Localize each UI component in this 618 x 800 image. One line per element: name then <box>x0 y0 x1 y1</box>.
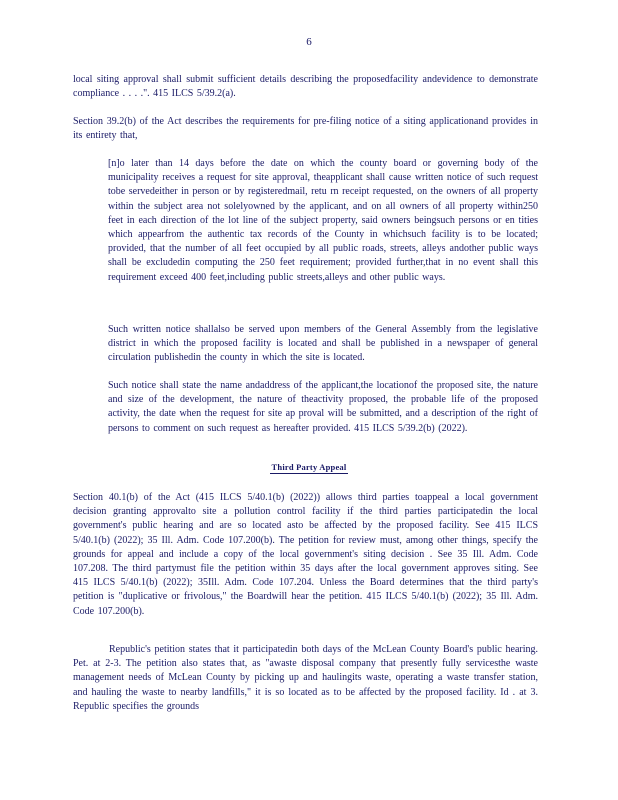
paragraph-text: Section 40.1(b) of the Act (415 ILCS 5/40.1(b) (2022)) allows third parties toappeal a local government decision granting approvalto site a pollution control facility if the third parties participatedin the local government's public hearing and are so located asto be affected by the proposed facility. See 415 ILCS 5/40.1(b) (2022); 35 Ill. Adm. Code 107.200(b). The petition for review must, among other things, specify the grounds for appeal and include a copy of the local government's siting decision . See 35 Ill. Adm. Code 107.208. The third partymust file the petition within 35 days after the local government approves siting. See 415 ILCS 5/40.1(b) (2022); 35Ill. Adm. Code 107.204. Unless the Board determines that the third party's petition is "duplicative or frivolous," the Boardwill hear the petition. 415 ILCS 5/40.1(b) (2022); 35 Ill. Adm. Code 107.200(b). <box>73 492 538 617</box>
paragraph-text: local siting approval shall submit sufficient details describing the proposedfacility andevidence to demonstrate compliance . . . .". 415 ILCS 5/39.2(a). <box>73 74 538 100</box>
block-quote-notice-contents <box>108 379 538 436</box>
paragraph-republic-petition <box>73 643 538 714</box>
paragraph-text: Section 39.2(b) of the Act describes the requirements for pre-filing notice of a siting applicationand provides in its entirety that, <box>73 116 538 142</box>
section-heading <box>0 462 618 474</box>
paragraph-section-40-1b <box>73 491 538 619</box>
block-quote-notice <box>108 157 538 285</box>
quote-text: [n]o later than 14 days before the date on which the county board or governing body of the municipality receives a request for site approval, theapplicant shall cause written notice of such request tobe servedeither in person or by registeredmail, retu rn receipt requested, on the owners of all property within the subject area not solelyowned by the applicant, and on all owners of all property within250 feet in each direction of the lot line of the subject property, said owners beingsuch persons or en tities which appearfrom the authentic tax records of the County in whichsuch facility is to be located; provided, that the number of all feet occupied by all public roads, streets, alleys andother public ways shall be excludedin computing the 250 feet requirement; provided further,that in no event shall this requirement exceed 400 feet,including public streets,alleys and other public ways. <box>108 158 538 283</box>
page-number: 6 <box>306 36 312 48</box>
heading-text: Third Party Appeal <box>271 462 347 472</box>
block-quote-general-assembly <box>108 323 538 366</box>
quote-text: Such notice shall state the name andaddress of the applicant,the locationof the proposed site, the nature and size of the development, the nature of theactivity proposed, the probable life of the proposed activity, the date when the request for site ap proval will be submitted, and a description of the right of persons to comment on such request as hereafter provided. 415 ILCS 5/39.2(b) (2022). <box>108 380 538 434</box>
quote-text: Such written notice shallalso be served upon members of the General Assembly from the legislative district in which the proposed facility is located and shall be published in a newspaper of general circulation publishedin the county in which the site is located. <box>108 324 538 364</box>
paragraph-section-39-2b <box>73 115 538 143</box>
paragraph-text: Republic's petition states that it participatedin both days of the McLean County Board's public hearing. Pet. at 2-3. The petition also states that, as "awaste disposal company that presently fully servicesthe waste management needs of McLean County by picking up and haulingits waste, operating a waste transfer station, and hauling the waste to nearby landfills," it is so located as to be affected by the proposed facility. Id . at 3. Republic specifies the grounds <box>73 644 538 712</box>
paragraph-siting-approval <box>73 73 538 101</box>
